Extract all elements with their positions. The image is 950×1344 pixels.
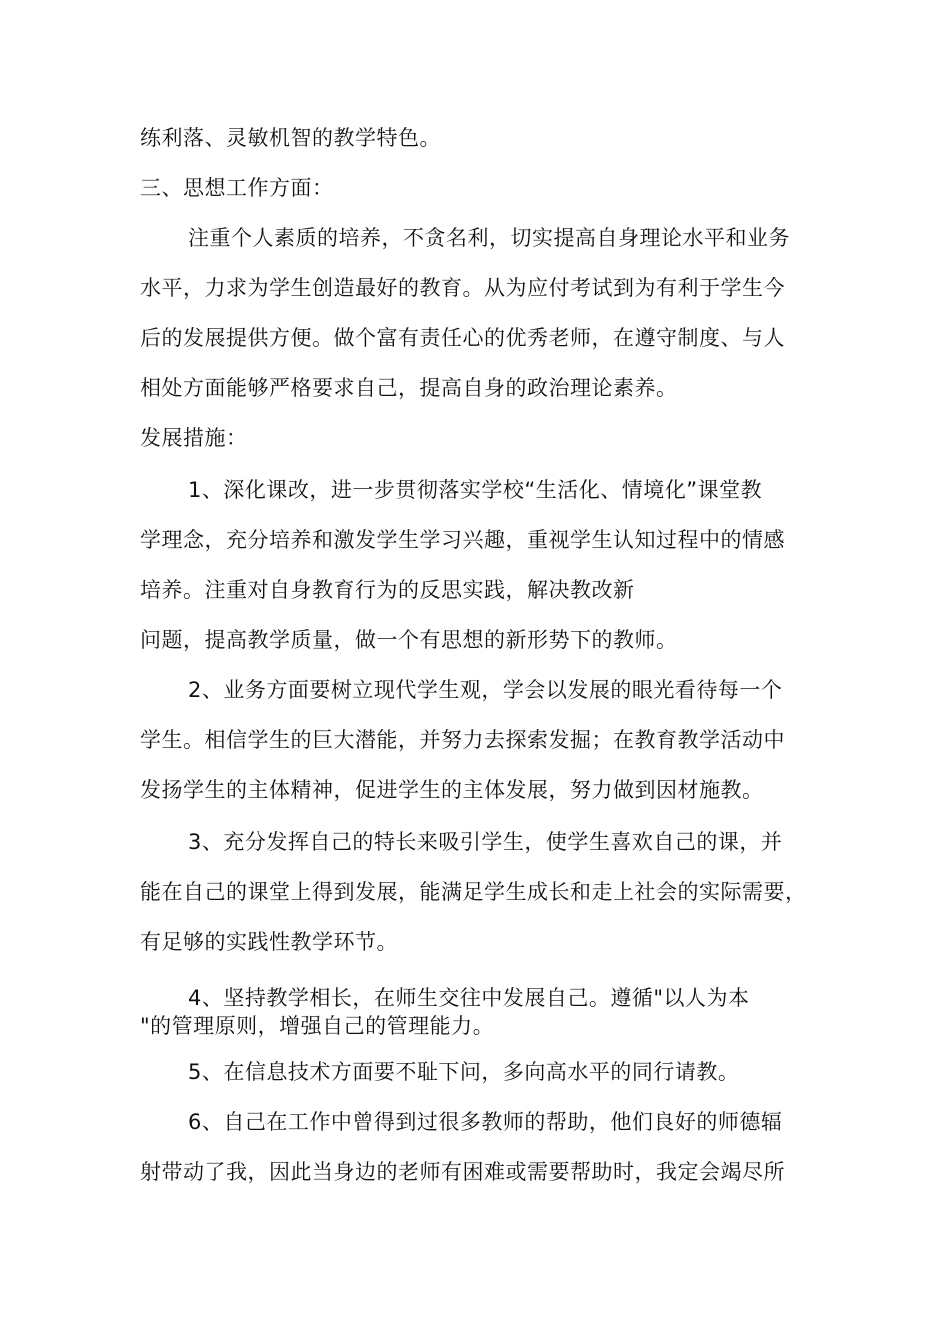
text-line: 1、深化课改，进一步贯彻落实学校“生活化、情境化”课堂教 [188, 478, 763, 502]
text-line: 有足够的实践性教学环节。 [140, 930, 398, 954]
text-line: 能在自己的课堂上得到发展，能满足学生成长和走上社会的实际需要， [140, 880, 807, 904]
text-line: 注重个人素质的培养，不贪名利，切实提高自身理论水平和业务 [188, 226, 790, 250]
text-line: 射带动了我，因此当身边的老师有困难或需要帮助时，我定会竭尽所 [140, 1160, 785, 1184]
text-line: 问题，提高教学质量，做一个有思想的新形势下的教师。 [140, 628, 678, 652]
text-line: 2、业务方面要树立现代学生观，学会以发展的眼光看待每一个 [188, 678, 783, 702]
section-heading: 发展措施： [140, 426, 248, 450]
text-line: 6、自己在工作中曾得到过很多教师的帮助，他们良好的师德辐 [188, 1110, 783, 1134]
text-line: 学理念，充分培养和激发学生学习兴趣，重视学生认知过程中的情感 [140, 528, 785, 552]
text-line: 培养。注重对自身教育行为的反思实践，解决教改新 [140, 578, 635, 602]
text-line: 相处方面能够严格要求自己，提高自身的政治理论素养。 [140, 376, 678, 400]
text-line: "的管理原则，增强自己的管理能力。 [140, 1014, 495, 1038]
text-line: 练利落、灵敏机智的教学特色。 [140, 126, 441, 150]
text-line: 4、坚持教学相长，在师生交往中发展自己。遵循"以人为本 [188, 986, 750, 1010]
text-line: 后的发展提供方便。做个富有责任心的优秀老师，在遵守制度、与人 [140, 326, 785, 350]
section-heading: 三、思想工作方面： [140, 176, 334, 200]
text-line: 学生。相信学生的巨大潜能，并努力去探索发掘；在教育教学活动中 [140, 728, 785, 752]
text-line: 5、在信息技术方面要不耻下问，多向高水平的同行请教。 [188, 1060, 740, 1084]
text-line: 水平，力求为学生创造最好的教育。从为应付考试到为有利于学生今 [140, 276, 785, 300]
text-line: 发扬学生的主体精神，促进学生的主体发展，努力做到因材施教。 [140, 778, 764, 802]
text-line: 3、充分发挥自己的特长来吸引学生，使学生喜欢自己的课，并 [188, 830, 783, 854]
